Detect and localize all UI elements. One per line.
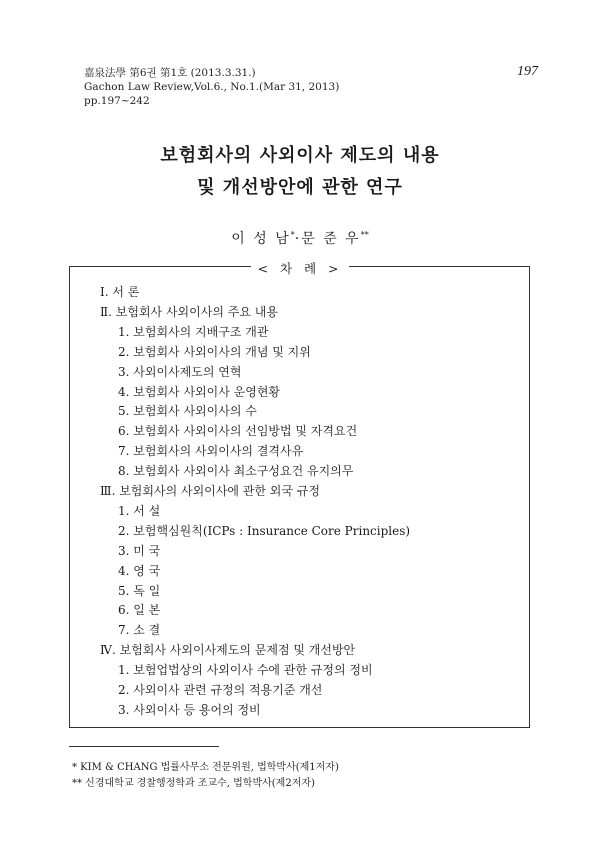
toc-subsection-item: 5. 보험회사 사외이사의 수 — [118, 404, 257, 419]
toc-subsection-item: 3. 사외이사 등 용어의 정비 — [118, 702, 261, 717]
toc-section-heading: Ⅳ. 보험회사 사외이사제도의 문제점 및 개선방안 — [100, 643, 356, 658]
toc-subsection-item: 6. 보험회사 사외이사의 선임방법 및 자격요건 — [118, 424, 358, 439]
author-separator: · — [294, 231, 302, 247]
toc-subsection-item: 2. 보험핵심원칙(ICPs : Insurance Core Principles) — [118, 523, 411, 538]
journal-header-line-1: 嘉泉法學 第6권 第1호 (2013.3.31.) — [84, 67, 256, 79]
toc-subsection-item: 7. 소 결 — [118, 623, 161, 638]
toc-subsection-item: 2. 보험회사 사외이사의 개념 및 지위 — [118, 344, 311, 359]
toc-subsection-item: 1. 서 설 — [118, 503, 161, 518]
author-1: 이 성 남 — [231, 231, 291, 247]
footnote-2: ** 신경대학교 경찰행정학과 조교수, 법학박사(제2저자) — [72, 778, 315, 789]
footnote-divider — [69, 746, 219, 747]
toc-section-heading: Ⅱ. 보험회사 사외이사의 주요 내용 — [100, 304, 278, 319]
journal-header-line-2: Gachon Law Review,Vol.6., No.1.(Mar 31, 2013) — [84, 81, 340, 93]
toc-subsection-item: 4. 영 국 — [118, 563, 161, 578]
toc-subsection-item: 1. 보험업법상의 사외이사 수에 관한 규정의 정비 — [118, 663, 373, 678]
author-1-footnote-mark: * — [290, 230, 295, 240]
page-number: 197 — [517, 64, 538, 79]
toc-section-heading: Ⅲ. 보험회사의 사외이사에 관한 외국 규정 — [100, 484, 320, 498]
toc-subsection-item: 6. 일 본 — [118, 603, 161, 618]
paper-title-line-2: 및 개선방안에 관한 연구 — [197, 177, 403, 198]
toc-subsection-item: 3. 사외이사제도의 연혁 — [118, 364, 242, 379]
toc-subsection-item: 7. 보험회사의 사외이사의 결격사유 — [118, 444, 304, 459]
journal-header-line-3: pp.197~242 — [84, 95, 150, 107]
toc-subsection-item: 3. 미 국 — [118, 543, 161, 558]
author-2-footnote-mark: ** — [360, 230, 369, 240]
toc-subsection-item: 4. 보험회사 사외이사 운영현황 — [118, 384, 280, 399]
toc-section-heading: Ⅰ. 서 론 — [100, 285, 140, 299]
toc-subsection-item: 2. 사외이사 관련 규정의 적용기준 개선 — [118, 683, 323, 697]
paper-title-line-1: 보험회사의 사외이사 제도의 내용 — [160, 145, 440, 166]
toc-label-text: < 차 례 > — [251, 261, 348, 276]
journal-header — [84, 66, 339, 108]
toc-subsection-item: 1. 보험회사의 지배구조 개관 — [118, 324, 269, 339]
footnote-1: * KIM & CHANG 법률사무소 전문위원, 법학박사(제1저자) — [72, 762, 339, 773]
authors — [0, 228, 600, 248]
author-2: 문 준 우 — [301, 231, 361, 247]
toc-label — [0, 258, 600, 277]
toc-subsection-item: 8. 보험회사 사외이사 최소구성요건 유지의무 — [118, 464, 354, 479]
toc-subsection-item: 5. 독 일 — [118, 583, 161, 598]
toc-label-value: 차 례 — [279, 261, 321, 276]
